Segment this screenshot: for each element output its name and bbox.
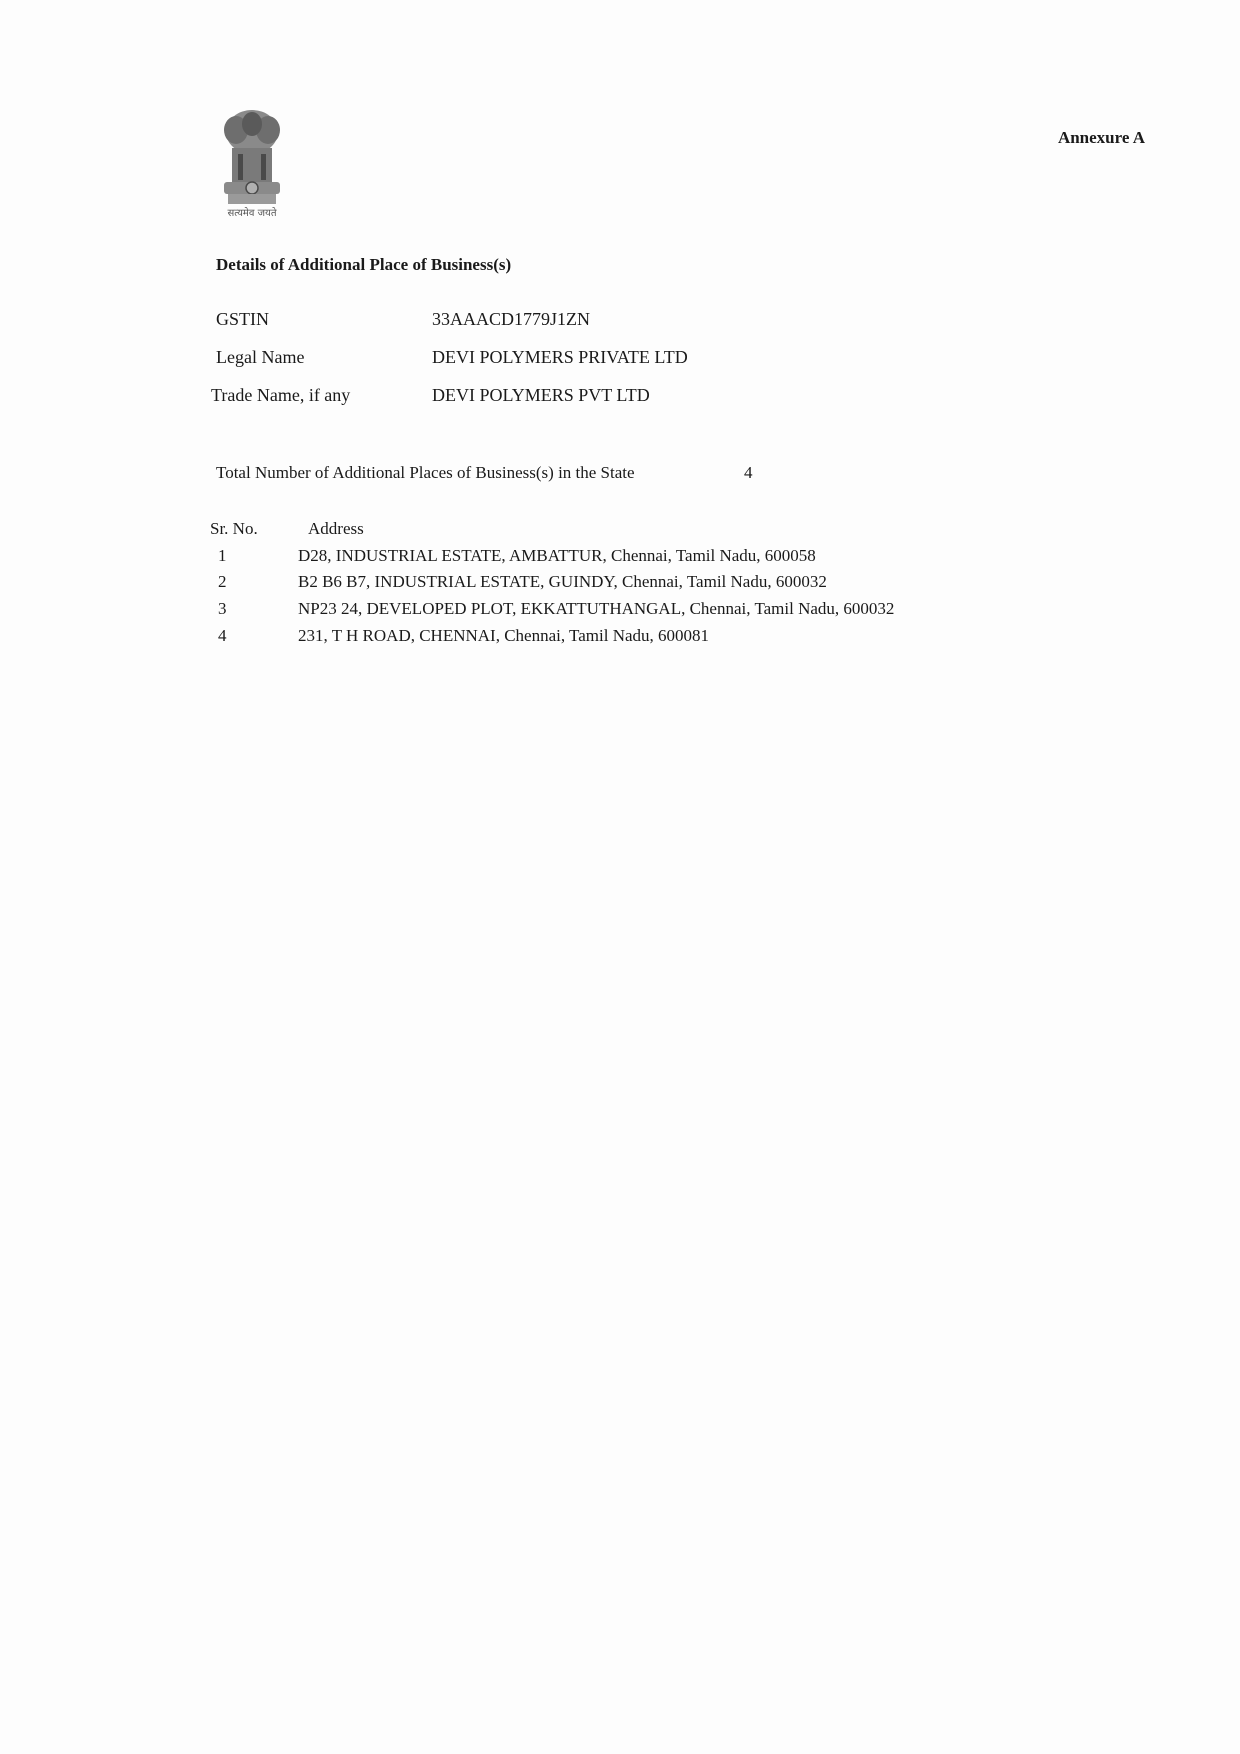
address-cell: B2 B6 B7, INDUSTRIAL ESTATE, GUINDY, Chennai, Tamil Nadu, 600032 [298, 572, 827, 591]
table-row [210, 626, 1210, 652]
address-header: Address [308, 519, 364, 538]
address-cell: D28, INDUSTRIAL ESTATE, AMBATTUR, Chennai, Tamil Nadu, 600058 [298, 546, 816, 565]
table-row [210, 599, 1210, 625]
annexure-label: Annexure A [1057, 128, 1145, 147]
legal-name-label: Legal Name [216, 347, 305, 367]
sr-no-cell: 4 [218, 626, 227, 645]
sr-no-cell: 3 [218, 599, 227, 618]
page-title: Details of Additional Place of Business(s) [216, 255, 512, 274]
trade-name-value: DEVI POLYMERS PVT LTD [432, 385, 650, 405]
sr-no-cell: 1 [218, 546, 227, 565]
address-cell: NP23 24, DEVELOPED PLOT, EKKATTUTHANGAL, Chennai, Tamil Nadu, 600032 [298, 599, 895, 618]
gstin-value: 33AAACD1779J1ZN [432, 309, 591, 329]
sr-no-cell: 2 [218, 572, 227, 591]
table-row [210, 546, 1210, 572]
emblem-motto: सत्यमेव जयते [227, 208, 277, 219]
table-row [210, 572, 1210, 598]
trade-name-label: Trade Name, if any [211, 385, 351, 405]
total-places-label: Total Number of Additional Places of Business(s) in the State [216, 463, 635, 482]
total-places-value: 4 [744, 463, 753, 482]
sr-no-header: Sr. No. [210, 519, 258, 538]
address-cell: 231, T H ROAD, CHENNAI, Chennai, Tamil Nadu, 600081 [298, 626, 710, 645]
gstin-label: GSTIN [216, 309, 269, 329]
legal-name-value: DEVI POLYMERS PRIVATE LTD [432, 347, 688, 367]
